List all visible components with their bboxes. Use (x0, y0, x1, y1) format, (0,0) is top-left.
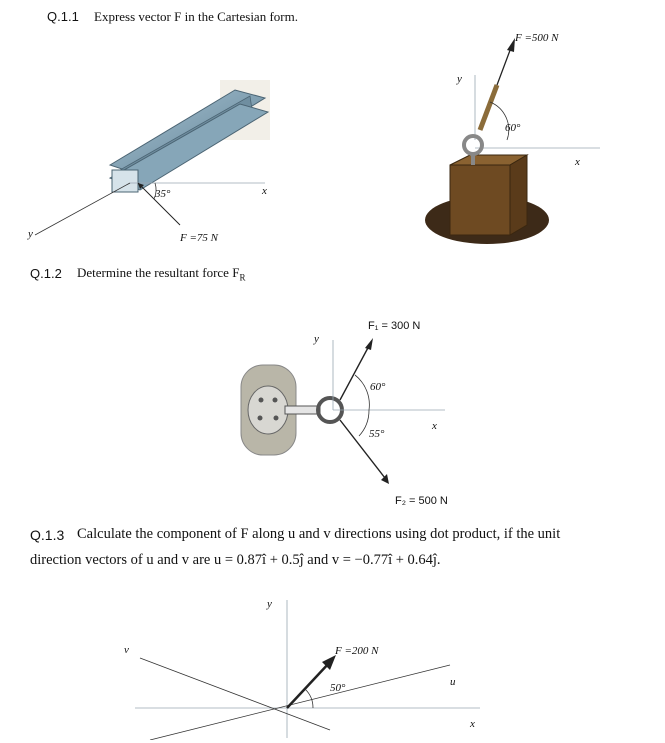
q1-fig-a-force: F =75 N (180, 232, 218, 244)
q2-angle2: 55° (369, 428, 385, 440)
q2-text-main: Determine the resultant force F (77, 265, 240, 280)
q1-text: Express vector F in the Cartesian form. (94, 9, 298, 24)
q3-x: x (470, 718, 475, 730)
angle-arc-2 (359, 410, 369, 436)
bolt-ring (248, 386, 288, 434)
force-line (497, 45, 512, 85)
y-axis (35, 183, 130, 235)
q2-f2: F₂ = 500 N (395, 495, 448, 507)
q1-fig-b-force: F =500 N (515, 32, 559, 44)
bracket-bar (285, 406, 320, 414)
q3-force: F =200 N (335, 645, 379, 657)
angle-arc-1 (355, 375, 369, 410)
q1-beam-figure (20, 70, 280, 250)
q2-x: x (432, 420, 437, 432)
rope (480, 85, 497, 130)
f1-arrowhead (365, 338, 373, 350)
f1-line (340, 344, 370, 400)
q1-number: Q.1.1 (47, 9, 79, 24)
q3-angle: 50° (330, 682, 346, 694)
q3-figure (120, 590, 500, 740)
q1-fig-a-x: x (262, 185, 267, 197)
q1-eyebolt-figure (415, 30, 630, 255)
block-side (510, 155, 527, 235)
q2-subscript: R (239, 272, 246, 283)
q1-fig-b-y: y (457, 73, 462, 85)
q2-text (77, 265, 245, 283)
q3-line2: direction vectors of u and v are u = 0.87î + 0.5ĵ and v = −0.77î + 0.64ĵ. (30, 552, 441, 568)
q3-v: v (124, 644, 129, 656)
q1-fig-b-x: x (575, 156, 580, 168)
q2-y: y (314, 333, 319, 345)
q2-angle1: 60° (370, 381, 386, 393)
q2-figure (235, 330, 465, 500)
q2-number: Q.1.2 (30, 266, 62, 281)
q1-fig-a-y: y (28, 228, 33, 240)
force-line (287, 662, 330, 708)
q3-y: y (267, 598, 272, 610)
q3-u: u (450, 676, 456, 688)
angle-arc (305, 689, 313, 708)
q1-fig-a-angle: 35° (155, 188, 171, 200)
block-front (450, 165, 510, 235)
beam-end (112, 170, 138, 192)
q2-f1: F₁ = 300 N (368, 320, 421, 332)
angle-arc (490, 102, 509, 140)
q3-number: Q.1.3 (30, 527, 65, 543)
force-arrowhead (507, 38, 515, 52)
eye-ring (464, 136, 482, 154)
q1-fig-b-angle: 60° (505, 122, 521, 134)
q3-line1: Calculate the component of F along u and v directions using dot product, if the unit (77, 526, 561, 542)
u-axis (150, 665, 450, 740)
